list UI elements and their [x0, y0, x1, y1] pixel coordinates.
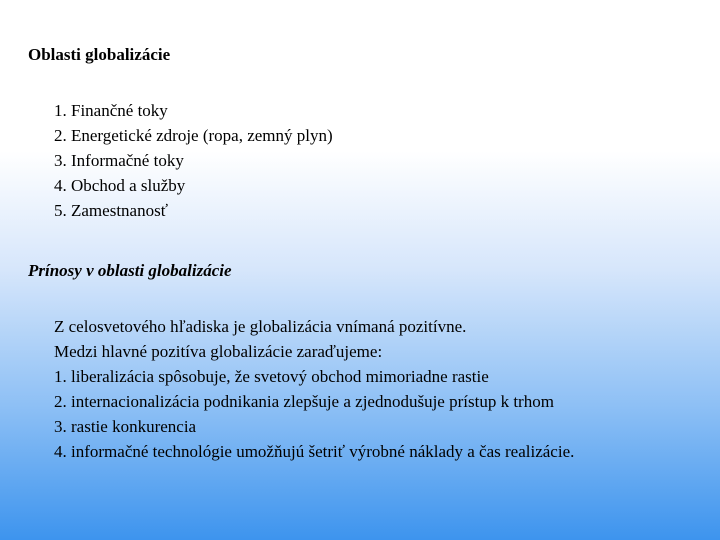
section-title-benefits: Prínosy v oblasti globalizácie — [28, 261, 232, 280]
list-item: 4. Obchod a služby — [54, 176, 186, 195]
list-item: 3. Informačné toky — [54, 151, 184, 170]
list-item: 2. internacionalizácia podnikania zlepšuje a zjednodušuje prístup k trhom — [54, 392, 554, 411]
list-item: 1. liberalizácia spôsobuje, že svetový obchod mimoriadne rastie — [54, 367, 489, 386]
list-item: 2. Energetické zdroje (ropa, zemný plyn) — [54, 126, 333, 145]
paragraph-line: Medzi hlavné pozitíva globalizácie zaraďujeme: — [54, 342, 383, 361]
list-item: 5. Zamestnanosť — [54, 201, 168, 220]
section-title-areas: Oblasti globalizácie — [28, 45, 171, 64]
list-item: 3. rastie konkurencia — [54, 417, 197, 436]
paragraph-line: Z celosvetového hľadiska je globalizácia vnímaná pozitívne. — [54, 317, 467, 336]
list-item: 1. Finančné toky — [54, 101, 168, 120]
list-item: 4. informačné technológie umožňujú šetriť výrobné náklady a čas realizácie. — [54, 442, 575, 461]
benefits-text — [54, 314, 574, 464]
areas-list — [54, 98, 333, 223]
